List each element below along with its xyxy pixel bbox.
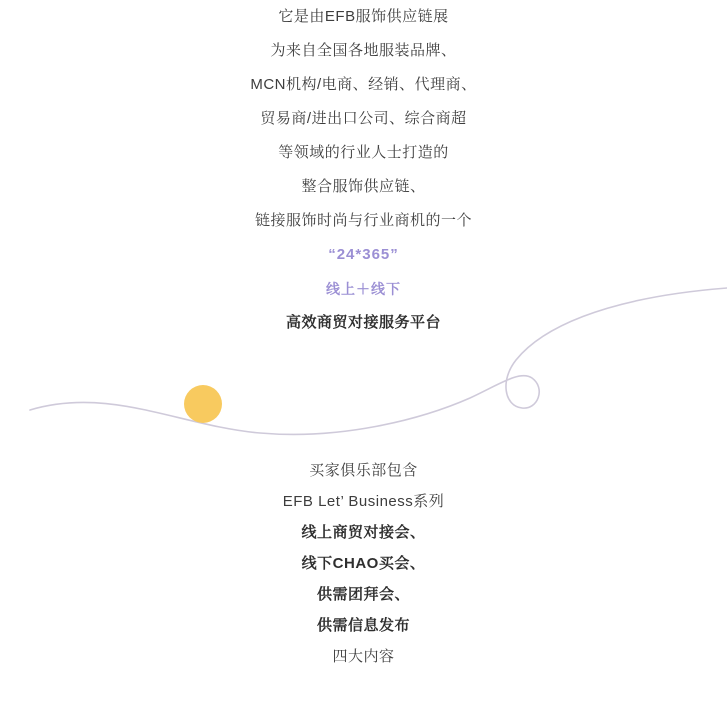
intro-line: 它是由EFB服饰供应链展 <box>278 8 449 25</box>
intro-line: 为来自全国各地服装品牌、 <box>270 42 457 59</box>
highlight-24x365: “24*365” <box>328 246 399 263</box>
club-item: 供需团拜会、 <box>316 586 410 603</box>
club-item: 线下CHAO买会、 <box>301 555 426 572</box>
intro-conclusion: 高效商贸对接服务平台 <box>285 314 441 331</box>
buyers-club-paragraph <box>0 455 727 672</box>
intro-line: 贸易商/进出口公司、综合商超 <box>260 110 467 127</box>
club-item: 线上商贸对接会、 <box>301 524 426 541</box>
intro-line: 链接服饰时尚与行业商机的一个 <box>254 212 472 229</box>
club-line: 买家俱乐部包含 <box>309 462 418 479</box>
decorative-dot <box>184 385 222 423</box>
club-series-name: EFB Let’ Business系列 <box>282 493 445 510</box>
club-item: 供需信息发布 <box>316 617 410 634</box>
intro-paragraph <box>0 0 727 340</box>
highlight-online-offline: 线上＋线下 <box>326 281 401 297</box>
intro-line: MCN机构/电商、经销、代理商、 <box>250 76 477 93</box>
club-summary: 四大内容 <box>332 648 395 665</box>
intro-line: 整合服饰供应链、 <box>301 178 426 195</box>
intro-line: 等领域的行业人士打造的 <box>278 144 449 161</box>
